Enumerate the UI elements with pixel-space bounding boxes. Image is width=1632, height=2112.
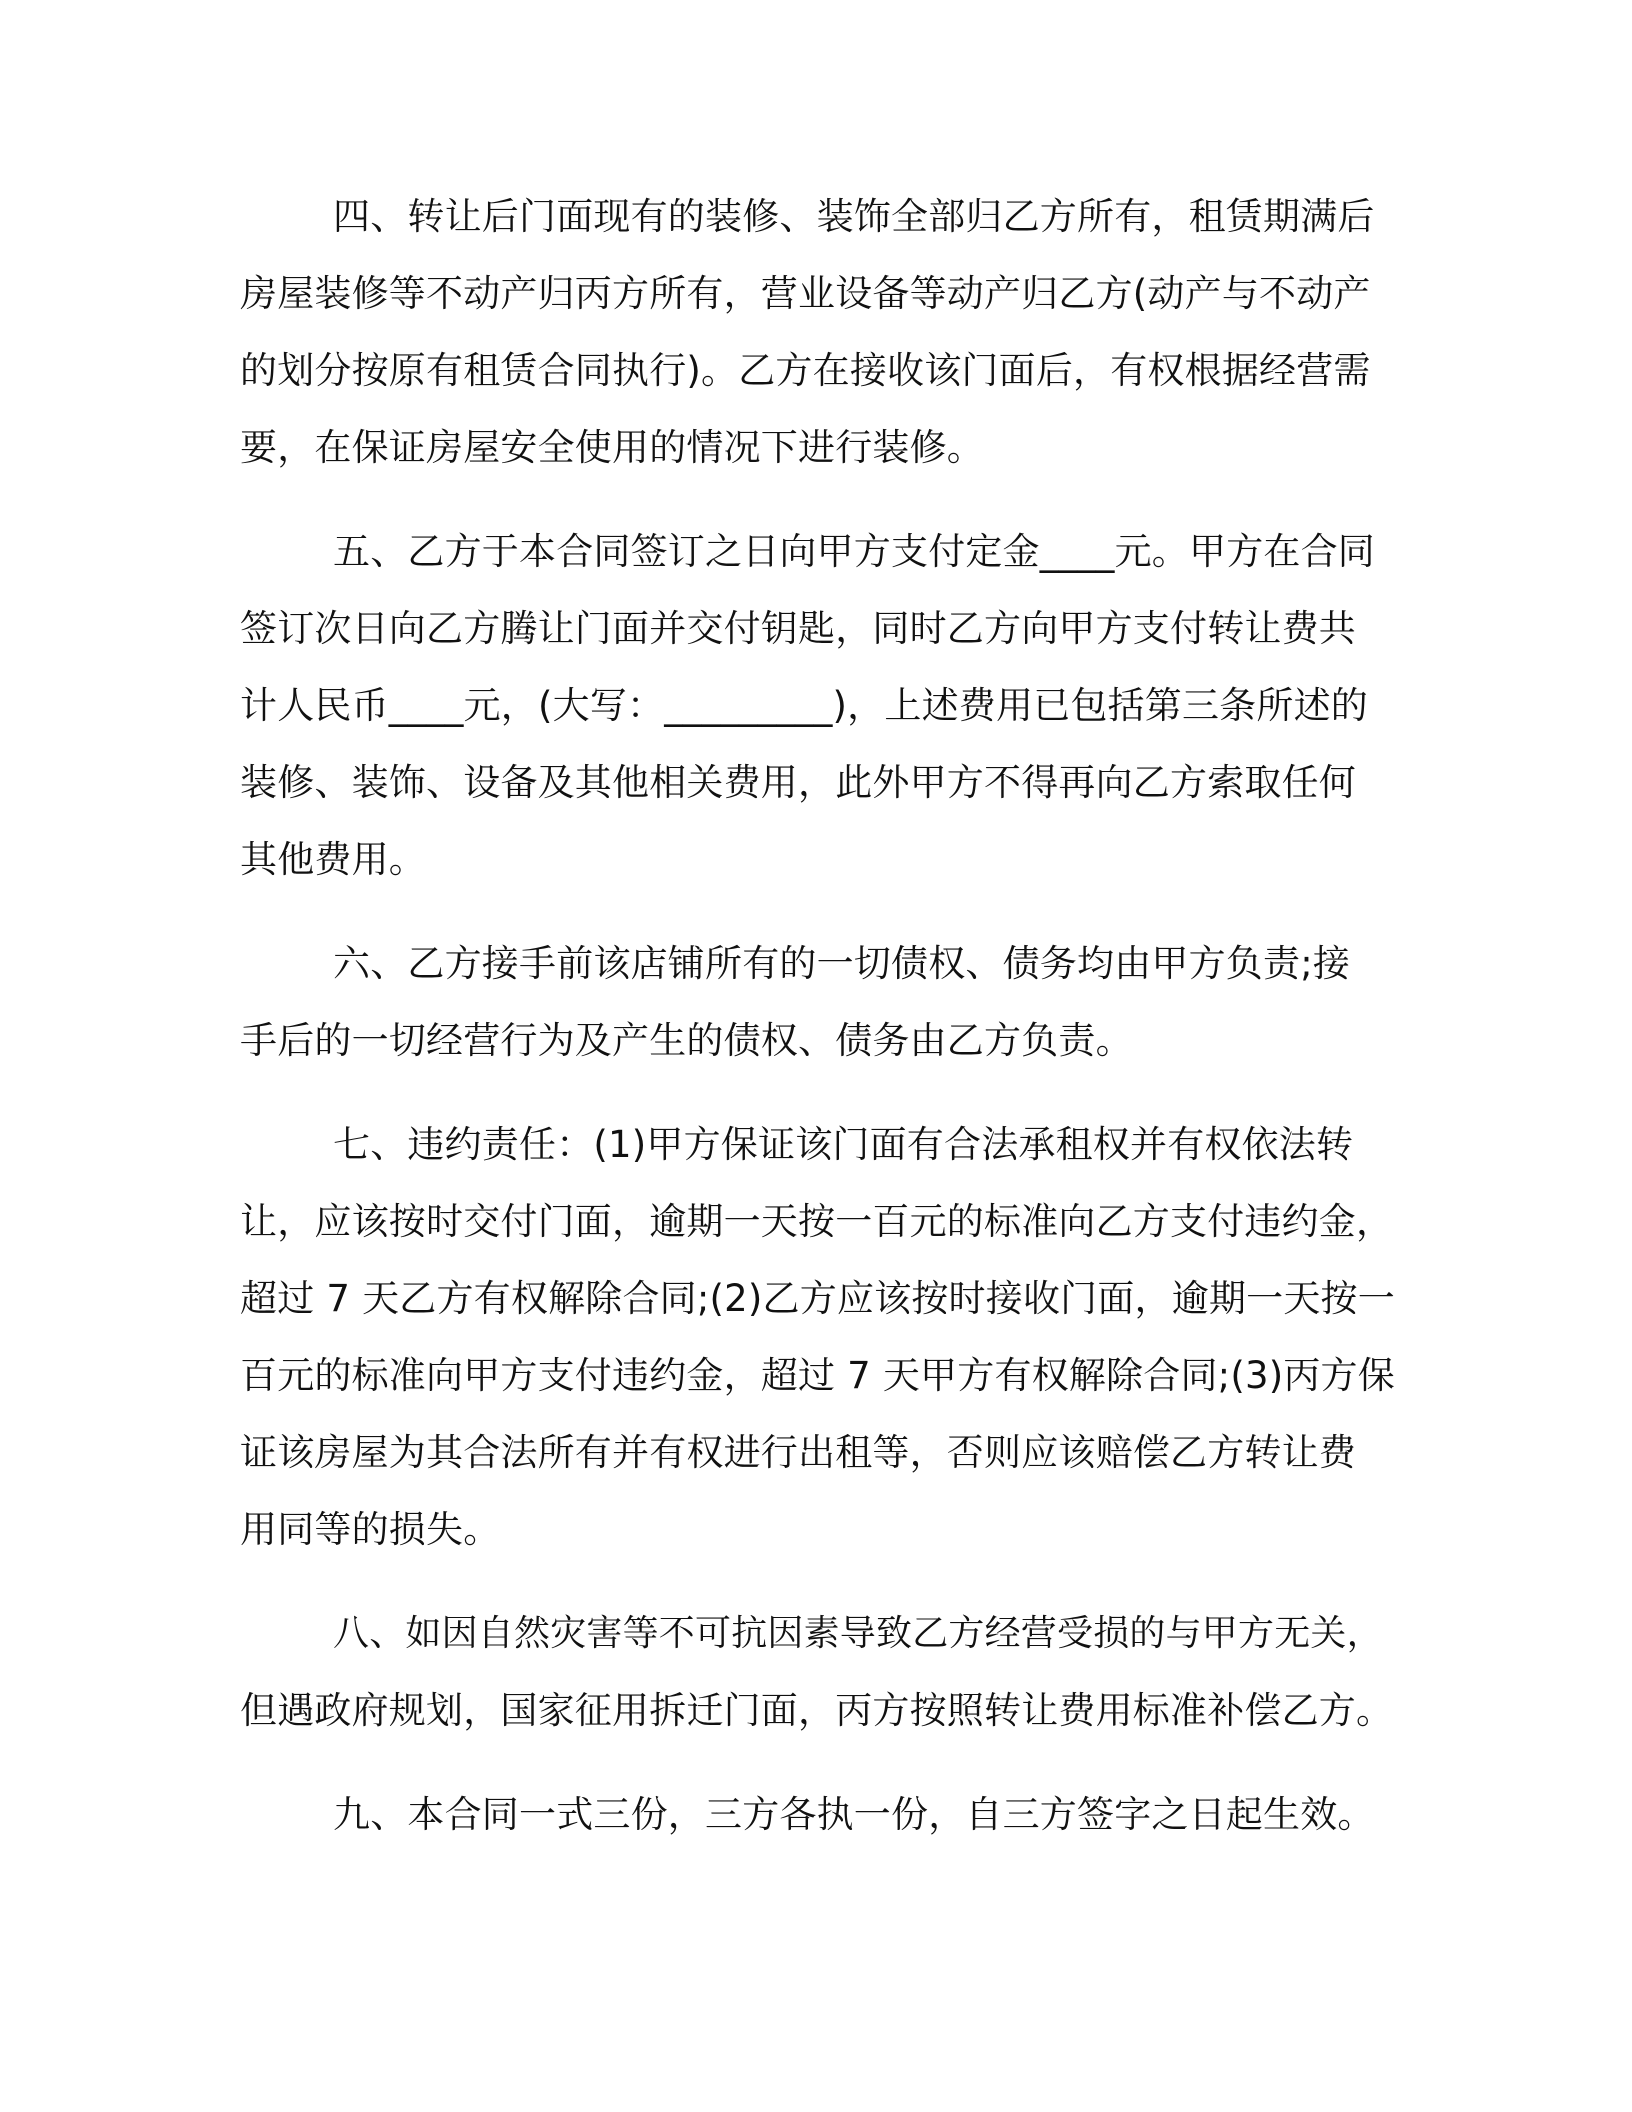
- clause-8-line-1: 八、如因自然灾害等不可抗因素导致乙方经营受损的与甲方无关，: [333, 1613, 1383, 1654]
- clause-9-line-1: 九、本合同一式三份，三方各执一份，自三方签字之日起生效。: [333, 1793, 1375, 1836]
- clause-7-line-6: 用同等的损失。: [240, 1508, 501, 1551]
- clause-4-line-1: 四、转让后门面现有的装修、装饰全部归乙方所有，租赁期满后: [333, 195, 1375, 238]
- clause-5-line-5: 其他费用。: [240, 838, 426, 881]
- clause-4-line-2: 房屋装修等不动产归丙方所有，营业设备等动产归乙方(动产与不动产: [240, 272, 1371, 315]
- clause-5-line-2: 签订次日向乙方腾让门面并交付钥匙，同时乙方向甲方支付转让费共: [240, 607, 1356, 650]
- clause-4-line-4: 要，在保证房屋安全使用的情况下进行装修。: [240, 426, 984, 469]
- clause-8-line-2: 但遇政府规划，国家征用拆迁门面，丙方按照转让费用标准补偿乙方。: [240, 1689, 1394, 1732]
- clause-4-line-3: 的划分按原有租赁合同执行)。乙方在接收该门面后，有权根据经营需: [240, 349, 1371, 392]
- clause-5-line-3: 计人民币____元，(大写：_________)，上述费用已包括第三条所述的: [240, 684, 1368, 727]
- clause-6-line-1: 六、乙方接手前该店铺所有的一切债权、债务均由甲方负责;接: [333, 942, 1351, 985]
- clause-7-line-5: 证该房屋为其合法所有并有权进行出租等，否则应该赔偿乙方转让费: [240, 1431, 1356, 1474]
- clause-7-line-2: 让，应该按时交付门面，逾期一天按一百元的标准向乙方支付违约金，: [240, 1200, 1394, 1243]
- clause-6-line-2: 手后的一切经营行为及产生的债权、债务由乙方负责。: [240, 1019, 1133, 1062]
- clause-7-line-3: 超过 7 天乙方有权解除合同;(2)乙方应该按时接收门面，逾期一天按一: [240, 1277, 1395, 1320]
- clause-7-line-1: 七、违约责任：(1)甲方保证该门面有合法承租权并有权依法转: [333, 1123, 1354, 1166]
- clause-7-line-4: 百元的标准向甲方支付违约金，超过 7 天甲方有权解除合同;(3)丙方保: [240, 1354, 1395, 1397]
- clause-5-line-1: 五、乙方于本合同签订之日向甲方支付定金____元。甲方在合同: [333, 530, 1375, 573]
- clause-5-line-4: 装修、装饰、设备及其他相关费用，此外甲方不得再向乙方索取任何: [240, 761, 1356, 804]
